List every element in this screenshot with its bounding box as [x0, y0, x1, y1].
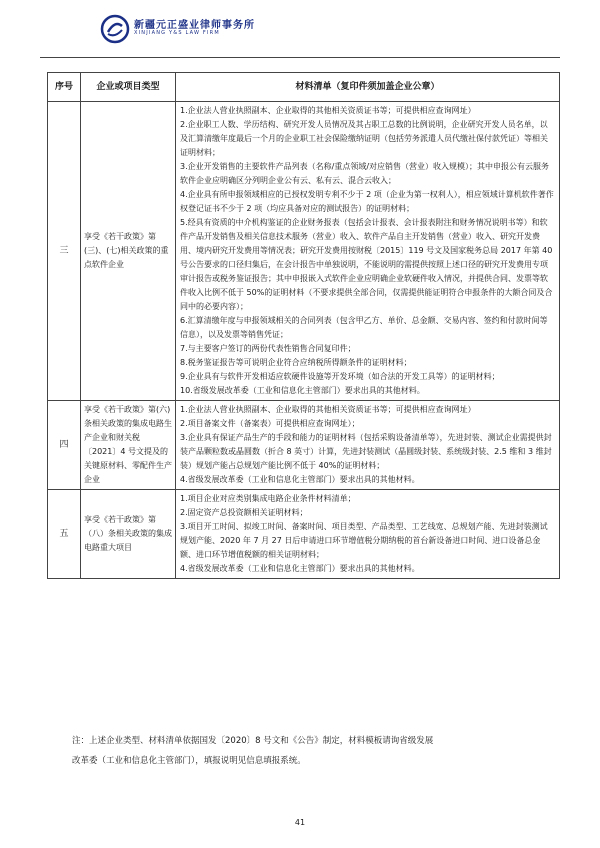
row-seq: 五: [48, 490, 81, 579]
row-type: 享受《若干政策》第（八）条相关政策的集成电路重大项目: [81, 490, 176, 579]
material-item: 3.企业具有保证产品生产的手段和能力的证明材料（包括采购设备清单等），先进封装、测试企业需提供封装产品颗粒数或晶圆数（折合 8 英寸）计算，先进封装测试（晶圆级封装、系统级封装、2.5 维和 3 维封装）规划产能占总规划产能比例不低于 40%的证明材料；: [180, 433, 552, 470]
table-row: [48, 401, 560, 490]
material-item: 4.省级发展改革委（工业和信息化主管部门）要求出具的其他材料。: [180, 475, 420, 484]
material-item: 2.企业职工人数、学历结构、研究开发人员情况及其占职工总数的比例说明，企业研究开发人员名单，以及汇算清缴年度最后一个月的企业职工社会保险缴纳证明（包括劳务派遣人员代缴社保付款凭证）等相关证明材料；: [180, 120, 548, 157]
header-divider: [40, 57, 560, 58]
footnote-line-1: 注：上述企业类型、材料清单依据国发〔2020〕8 号文和《公告》制定，材料模板请询省级发展: [72, 736, 434, 746]
firm-header: [100, 14, 500, 50]
material-item: 5.经具有资质的中介机构鉴证的企业财务报表（包括会计报表、会计报表附注和财务情况说明书等）和软件产品开发销售及相关信息技术服务（营业）收入、软件产品自主开发销售（营业）收入、研究开发费用、境内研究开发费用等情况表；研究开发费用按财税〔2015〕119 号文及国家税务总局 2017 年第 40 号公告要求的口径归集后，在会计报告中单独说明，不能说明的需提供按照上述口径的研究开发费用专项审计报告或税务鉴证报告；其中申报嵌入式软件企业应明确企业软硬件收入情况，并提供合同、发票等软件收入比例不低于 50%的证明材料（不要求提供全部合同，仅需提供能证明符合申报条件的大额合同及合同中的必要内容）；: [180, 218, 553, 311]
row-materials: [176, 401, 560, 490]
material-item: 8.税务鉴证报告等可说明企业符合应纳税所得额条件的证明材料；: [180, 358, 412, 367]
column-header-type: 企业或项目类型: [81, 73, 176, 102]
column-header-materials: 材料清单（复印件须加盖企业公章）: [176, 73, 560, 102]
material-item: 3.项目开工时间、拟竣工时间、备案时间、项目类型、产品类型、工艺线宽、总规划产能、先进封装测试规划产能、2020 年 7 月 27 日后申请进口环节增值税分期纳税的首台新设备进口时间、进口设备总金额、进口环节增值税额的相关证明材料；: [180, 522, 548, 559]
row-seq: 三: [48, 102, 81, 401]
material-item: 4.省级发展改革委（工业和信息化主管部门）要求出具的其他材料。: [180, 564, 420, 573]
row-seq: 四: [48, 401, 81, 490]
table-header-row: [48, 73, 560, 102]
row-materials: [176, 102, 560, 401]
footnote-line-2: 改革委（工业和信息化主管部门），填报说明见信息填报系统。: [72, 756, 306, 766]
firm-logo-icon: [100, 14, 130, 44]
material-item: 4.企业具有所申报领域相应的已授权发明专利不少于 2 项（企业为第一权利人），相应领域计算机软件著作权登记证书不少于 2 项（均应具备对应的测试报告）的证明材料；: [180, 190, 554, 213]
row-type: 享受《若干政策》第(六)条相关政策的集成电路生产企业和财关税〔2021〕4 号文提及的关键原材料、零配件生产企业: [81, 401, 176, 490]
footnote: [72, 731, 552, 771]
row-materials: [176, 490, 560, 579]
material-item: 6.汇算清缴年度与申报领域相关的合同列表（包含甲乙方、单价、总金额、交易内容、签约和付款时间等信息），以及发票等销售凭证；: [180, 316, 548, 339]
firm-name-cn: 新疆元正盛业律师事务所: [134, 20, 255, 31]
material-item: 9.企业具有与软件开发相适应软硬件设施等开发环境（如合法的开发工具等）的证明材料；: [180, 372, 500, 381]
material-item: 1.项目企业对应类别集成电路企业条件材料清单；: [180, 494, 356, 503]
page-number: 41: [294, 818, 306, 827]
material-item: 10.省级发展改革委（工业和信息化主管部门）要求出具的其他材料。: [180, 386, 425, 395]
material-item: 7.与主要客户签订的两份代表性销售合同复印件；: [180, 344, 356, 353]
material-item: 3.企业开发销售的主要软件产品列表（名称/重点领域/对应销售（营业）收入规模）；其中申报公有云服务软件企业应明确区分列明企业公有云、私有云、混合云收入；: [180, 162, 550, 185]
column-header-seq: 序号: [48, 73, 81, 102]
material-item: 2.项目备案文件（备案表）可提供相应查询网址）；: [180, 419, 360, 428]
material-item: 1.企业法人营业执照副本、企业取得的其他相关资质证书等；可提供相应查询网址）: [180, 106, 476, 115]
materials-table: [47, 72, 560, 579]
material-item: 2.固定资产总投资额相关证明材料；: [180, 508, 308, 517]
row-type: 享受《若干政策》第(三)、(七)相关政策的重点软件企业: [81, 102, 176, 401]
material-item: 1.企业法人营业执照副本、企业取得的其他相关资质证书等；可提供相应查询网址）: [180, 405, 476, 414]
table-row: [48, 102, 560, 401]
table-row: [48, 490, 560, 579]
firm-name-en: XINJIANG Y&S LAW FIRM: [134, 30, 220, 36]
